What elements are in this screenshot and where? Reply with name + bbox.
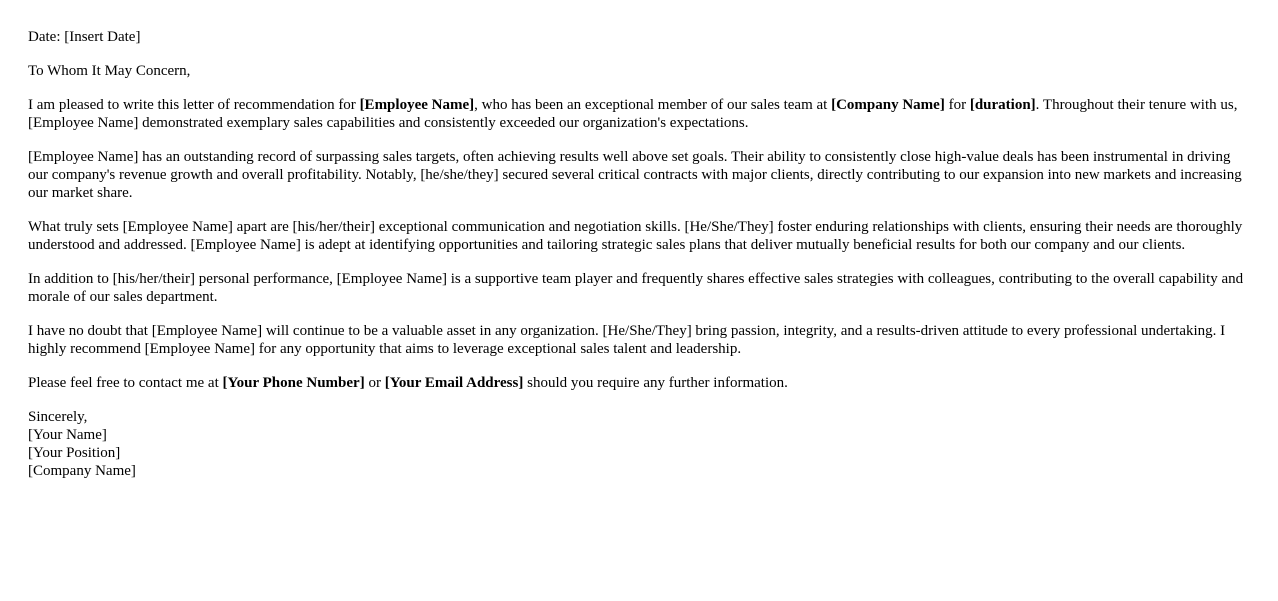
contact-text-3: should you require any further information. [523,375,788,391]
duration-placeholder: [duration] [969,97,1036,113]
sign-off: Sincerely, [28,409,88,425]
signer-company: [Company Name] [28,463,136,479]
paragraph-contact [28,374,1254,392]
intro-text-2: , who has been an exceptional member of our sales team at [474,97,832,113]
contact-text-1: Please feel free to contact me at [28,375,223,391]
intro-text-3: for [944,97,970,113]
intro-text-4: . Throughout their tenure with us, [Employee Name] demonstrated exemplary sales capabilities and consistently exceeded our organization's expectations. [28,97,1238,131]
company-name-placeholder: [Company Name] [831,97,945,113]
letter-date: Date: [Insert Date] [28,29,141,45]
letter-closing [28,408,1254,480]
paragraph-recommendation: I have no doubt that [Employee Name] will continue to be a valuable asset in any organization. [He/She/They] bring passion, integrity, and a results-driven attitude to every professional undertaking. I highly recommend [Employee Name] for any opportunity that aims to leverage exceptional sales talent and leadership. [28,323,1226,357]
paragraph-communication-skills: What truly sets [Employee Name] apart are [his/her/their] exceptional communication and negotiation skills. [He/She/They] foster enduring relationships with clients, ensuring their needs are thoroughly understood and addressed. [Employee Name] is adept at identifying opportunities and tailoring strategic sales plans that deliver mutually beneficial results for both our company and our clients. [28,219,1243,253]
employee-name-placeholder: [Employee Name] [359,97,475,113]
intro-text-1: I am pleased to write this letter of recommendation for [28,97,360,113]
email-address-placeholder: [Your Email Address] [384,375,524,391]
paragraph-team-player: In addition to [his/her/their] personal performance, [Employee Name] is a supportive team player and frequently shares effective sales strategies with colleagues, contributing to the overall capability and morale of our sales department. [28,271,1244,305]
recommendation-letter [28,28,1254,496]
paragraph-introduction [28,96,1254,132]
letter-salutation: To Whom It May Concern, [28,63,191,79]
signer-position: [Your Position] [28,445,121,461]
contact-text-2: or [364,375,385,391]
paragraph-sales-record: [Employee Name] has an outstanding record of surpassing sales targets, often achieving results well above set goals. Their ability to consistently close high-value deals has been instrumental in driving our company's revenue growth and overall profitability. Notably, [he/she/they] secured several critical contracts with major clients, directly contributing to our expansion into new markets and increasing our market share. [28,149,1242,201]
phone-number-placeholder: [Your Phone Number] [222,375,365,391]
signer-name: [Your Name] [28,427,107,443]
